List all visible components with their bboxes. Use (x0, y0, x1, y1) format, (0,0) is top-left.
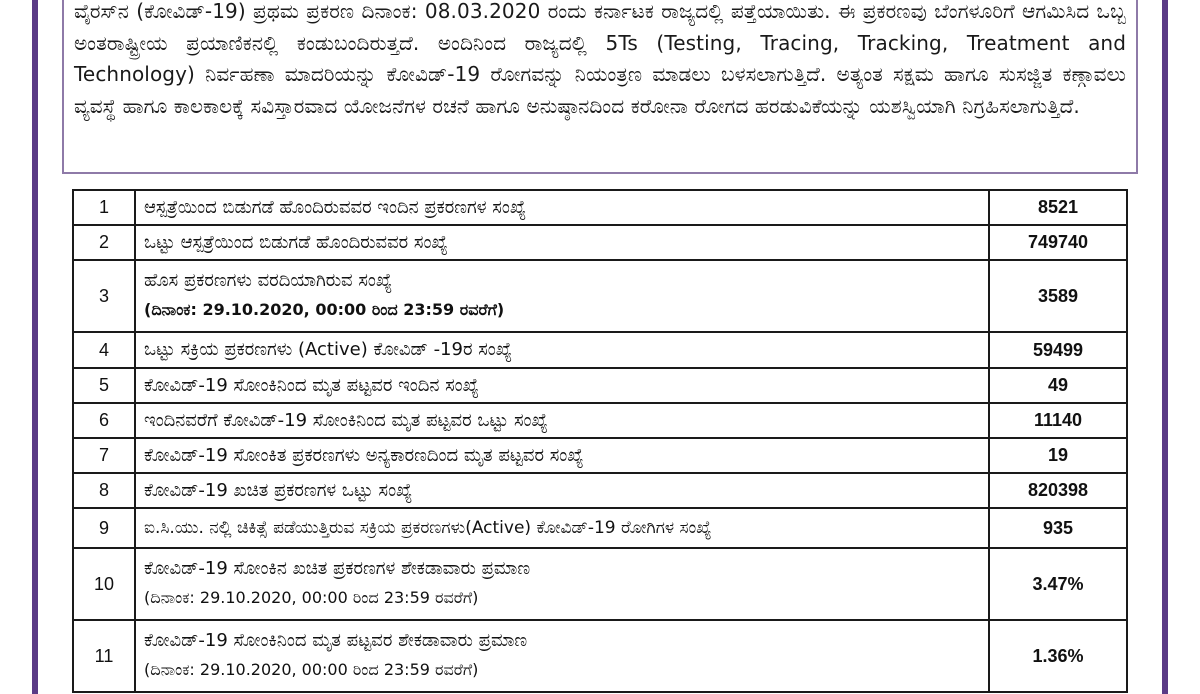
table-row (73, 508, 1127, 548)
table-row (73, 225, 1127, 260)
covid-stats-table (72, 189, 1128, 693)
row-description (135, 260, 989, 332)
row-description (135, 473, 989, 508)
table-row (73, 368, 1127, 403)
row-label: ಆಸ್ಪತ್ರೆಯಿಂದ ಬಿಡುಗಡೆ ಹೊಂದಿರುವವರ ಇಂದಿನ ಪ್ರಕರಣಗಳ ಸಂಖ್ಯೆ (144, 196, 527, 218)
row-description (135, 620, 989, 692)
row-value: 59499 (989, 332, 1127, 368)
table-row (73, 190, 1127, 225)
row-date-range: (ದಿನಾಂಕ: 29.10.2020, 00:00 ರಿಂದ 23:59 ರವರೆಗೆ) (144, 300, 505, 319)
row-number: 9 (73, 508, 135, 548)
row-label: ಕೋವಿಡ್-19 ಸೋಂಕಿನ ಖಚಿತ ಪ್ರಕರಣಗಳ ಶೇಕಡಾವಾರು ಪ್ರಮಾಣ (144, 558, 531, 579)
row-description (135, 508, 989, 548)
table-row (73, 403, 1127, 438)
row-label: ಕೋವಿಡ್-19 ಸೋಂಕಿತ ಪ್ರಕರಣಗಳು ಅನ್ಯಕಾರಣದಿಂದ ಮೃತ ಪಟ್ಟವರ ಸಂಖ್ಯೆ (144, 444, 584, 466)
row-description (135, 225, 989, 260)
row-description (135, 403, 989, 438)
row-label: ಒಟ್ಟು ಸಕ್ರಿಯ ಪ್ರಕರಣಗಳು (Active) ಕೋವಿಡ್ -19ರ ಸಂಖ್ಯೆ (144, 339, 513, 360)
table-row (73, 332, 1127, 368)
row-date-range: (ದಿನಾಂಕ: 29.10.2020, 00:00 ರಿಂದ 23:59 ರವರೆಗೆ) (144, 660, 479, 679)
row-label: ಇಂದಿನವರೆಗೆ ಕೋವಿಡ್-19 ಸೋಂಕಿನಿಂದ ಮೃತ ಪಟ್ಟವರ ಒಟ್ಟು ಸಂಖ್ಯೆ (144, 409, 548, 431)
row-date-range: (ದಿನಾಂಕ: 29.10.2020, 00:00 ರಿಂದ 23:59 ರವರೆಗೆ) (144, 588, 479, 607)
row-number: 5 (73, 368, 135, 403)
row-label: ಕೋವಿಡ್-19 ಸೋಂಕಿನಿಂದ ಮೃತ ಪಟ್ಟವರ ಶೇಕಡಾವಾರು ಪ್ರಮಾಣ (144, 630, 528, 651)
row-value: 3589 (989, 260, 1127, 332)
row-description (135, 368, 989, 403)
row-label: ಕೋವಿಡ್-19 ಸೋಂಕಿನಿಂದ ಮೃತ ಪಟ್ಟವರ ಇಂದಿನ ಸಂಖ್ಯೆ (144, 374, 479, 396)
row-label: ಕೋವಿಡ್-19 ಖಚಿತ ಪ್ರಕರಣಗಳ ಒಟ್ಟು ಸಂಖ್ಯೆ (144, 479, 413, 501)
row-value: 749740 (989, 225, 1127, 260)
table-row (73, 548, 1127, 620)
row-value: 935 (989, 508, 1127, 548)
row-number: 3 (73, 260, 135, 332)
table-row (73, 620, 1127, 692)
row-label: ಒಟ್ಟು ಆಸ್ಪತ್ರೆಯಿಂದ ಬಿಡುಗಡೆ ಹೊಂದಿರುವವರ ಸಂಖ್ಯೆ (144, 231, 448, 253)
row-description (135, 332, 989, 368)
row-value: 8521 (989, 190, 1127, 225)
row-number: 4 (73, 332, 135, 368)
row-value: 1.36% (989, 620, 1127, 692)
intro-box (62, 0, 1138, 174)
table-row (73, 260, 1127, 332)
row-value: 19 (989, 438, 1127, 473)
row-number: 1 (73, 190, 135, 225)
row-number: 8 (73, 473, 135, 508)
row-description (135, 438, 989, 473)
row-number: 6 (73, 403, 135, 438)
row-description (135, 190, 989, 225)
row-value: 3.47% (989, 548, 1127, 620)
table-row (73, 473, 1127, 508)
row-label: ಐ.ಸಿ.ಯು. ನಲ್ಲಿ ಚಿಕಿತ್ಸೆ ಪಡೆಯುತ್ತಿರುವ ಸಕ್ರಿಯ ಪ್ರಕರಣಗಳು(Active) ಕೋವಿಡ್-19 ರೋಗಿಗಳ ಸಂಖ್ಯೆ (144, 518, 712, 538)
row-number: 11 (73, 620, 135, 692)
row-label: ಹೊಸ ಪ್ರಕರಣಗಳು ವರದಿಯಾಗಿರುವ ಸಂಖ್ಯೆ (144, 270, 393, 291)
row-number: 7 (73, 438, 135, 473)
row-value: 11140 (989, 403, 1127, 438)
row-value: 820398 (989, 473, 1127, 508)
row-number: 2 (73, 225, 135, 260)
intro-paragraph: ವೈರಸ್‌ನ (ಕೋವಿಡ್-19) ಪ್ರಥಮ ಪ್ರಕರಣ ದಿನಾಂಕ: 08.03.2020 ರಂದು ಕರ್ನಾಟಕ ರಾಜ್ಯದಲ್ಲಿ ಪತ್ತೆಯಾಯಿತು. ಈ ಪ್ರಕರಣವು ಬೆಂಗಳೂರಿಗೆ ಆಗಮಿಸಿದ ಒಬ್ಬ ಅಂತರಾಷ್ಟ್ರೀಯ ಪ್ರಯಾಣಿಕನಲ್ಲಿ ಕಂಡುಬಂದಿರುತ್ತದೆ. ಅಂದಿನಿಂದ ರಾಜ್ಯದಲ್ಲಿ 5Ts (Testing, Tracing, Tracking, Treatment and Technology) ನಿರ್ವಹಣಾ ಮಾದರಿಯನ್ನು ಕೋವಿಡ್-19 ರೋಗವನ್ನು ನಿಯಂತ್ರಣ ಮಾಡಲು ಬಳಸಲಾಗುತ್ತಿದೆ. ಅತ್ಯಂತ ಸಕ್ಷಮ ಹಾಗೂ ಸುಸಜ್ಜಿತ ಕಣ್ಗಾವಲು ವ್ಯವಸ್ಥೆ ಹಾಗೂ ಕಾಲಕಾಲಕ್ಕೆ ಸವಿಸ್ತಾರವಾದ ಯೋಜನೆಗಳ ರಚನೆ ಹಾಗೂ ಅನುಷ್ಠಾನದಿಂದ ಕರೋನಾ ರೋಗದ ಹರಡುವಿಕೆಯನ್ನು ಯಶಸ್ವಿಯಾಗಿ ನಿಗ್ರಹಿಸಲಾಗುತ್ತಿದೆ. (74, 0, 1126, 118)
table-row (73, 438, 1127, 473)
row-number: 10 (73, 548, 135, 620)
row-value: 49 (989, 368, 1127, 403)
row-description (135, 548, 989, 620)
